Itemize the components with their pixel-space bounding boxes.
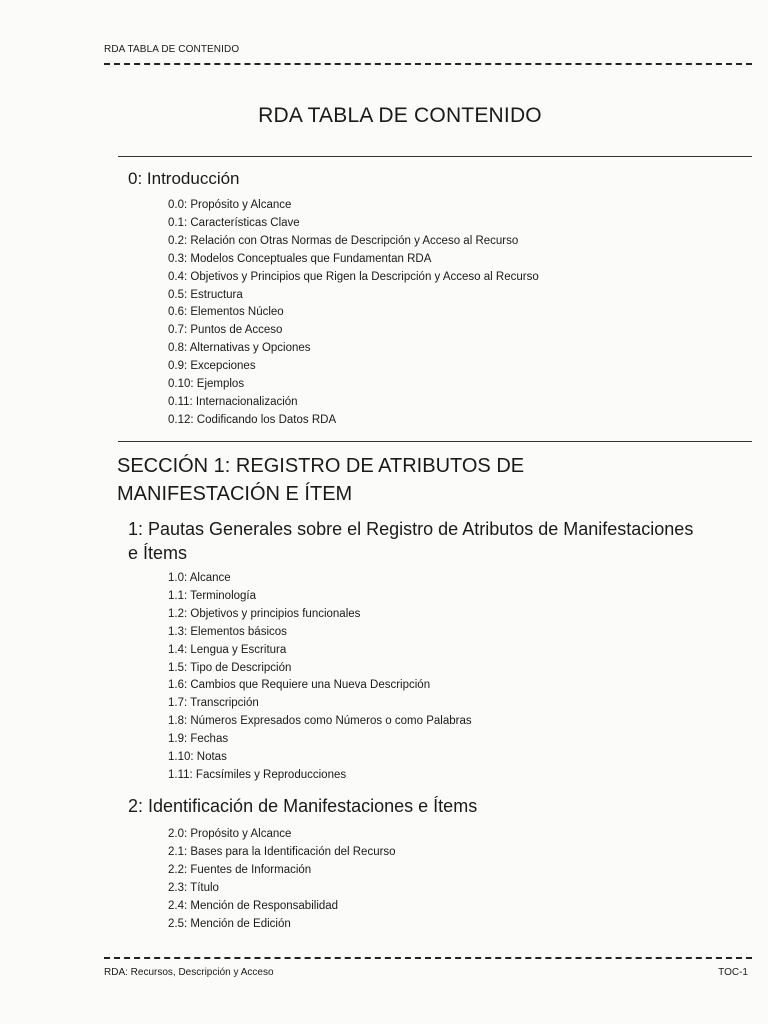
toc-entry: 2.5: Mención de Edición xyxy=(168,917,291,930)
toc-entry: 1.10: Notas xyxy=(168,751,227,764)
toc-entry: 0.9: Excepciones xyxy=(168,360,256,373)
toc-entry: 1.7: Transcripción xyxy=(168,697,259,710)
toc-entry: 1.9: Fechas xyxy=(168,733,229,746)
chapter2-toc-list xyxy=(168,826,396,933)
toc-entry: 0.1: Características Clave xyxy=(168,216,300,229)
toc-entry: 0.5: Estructura xyxy=(168,288,243,301)
toc-entry: 1.4: Lengua y Escritura xyxy=(168,643,287,656)
toc-entry: 0.11: Internacionalización xyxy=(168,395,298,408)
page-number: TOC-1 xyxy=(718,967,748,978)
toc-entry: 0.0: Propósito y Alcance xyxy=(168,199,292,211)
section1-heading-line1: SECCIÓN 1: REGISTRO DE ATRIBUTOS DE xyxy=(117,455,525,477)
section1-top-rule xyxy=(118,441,752,442)
toc-entry: 1.6: Cambios que Requiere una Nueva Descripción xyxy=(168,679,431,692)
intro-heading: 0: Introducción xyxy=(128,169,240,188)
toc-entry: 1.5: Tipo de Descripción xyxy=(168,661,292,674)
toc-entry: 0.10: Ejemplos xyxy=(168,378,245,391)
toc-entry: 1.2: Objetivos y principios funcionales xyxy=(168,607,361,620)
chapter1-heading-line1: 1: Pautas Generales sobre el Registro de Atributos de Manifestaciones xyxy=(128,519,694,539)
toc-entry: 2.0: Propósito y Alcance xyxy=(168,828,292,840)
toc-entry: 1.8: Números Expresados como Números o como Palabras xyxy=(168,715,472,728)
intro-top-rule xyxy=(118,156,752,157)
toc-entry: 0.3: Modelos Conceptuales que Fundamentan RDA xyxy=(168,252,432,265)
chapter1-heading-line2: e Ítems xyxy=(128,543,188,563)
page-title: RDA TABLA DE CONTENIDO xyxy=(258,104,542,127)
running-header: RDA TABLA DE CONTENIDO xyxy=(104,44,240,55)
toc-entry: 0.4: Objetivos y Principios que Rigen la Descripción y Acceso al Recurso xyxy=(168,270,539,283)
intro-toc-list xyxy=(168,197,539,430)
toc-entry: 1.11: Facsímiles y Reproducciones xyxy=(168,768,347,781)
toc-entry: 1.0: Alcance xyxy=(168,572,231,584)
toc-entry: 1.1: Terminología xyxy=(168,589,257,602)
toc-entry: 2.1: Bases para la Identificación del Recurso xyxy=(168,845,396,858)
toc-entry: 0.6: Elementos Núcleo xyxy=(168,306,284,319)
toc-entry: 2.3: Título xyxy=(168,881,219,894)
toc-entry: 0.7: Puntos de Acceso xyxy=(168,324,283,337)
toc-entry: 0.2: Relación con Otras Normas de Descripción y Acceso al Recurso xyxy=(168,234,519,247)
toc-entry: 0.8: Alternativas y Opciones xyxy=(168,342,311,355)
footer-dashed-rule xyxy=(104,957,752,959)
footer-left: RDA: Recursos, Descripción y Acceso xyxy=(104,967,274,978)
toc-entry: 2.2: Fuentes de Información xyxy=(168,863,312,876)
chapter1-heading xyxy=(128,517,728,565)
chapter2-heading: 2: Identificación de Manifestaciones e Ítems xyxy=(128,796,478,816)
toc-entry: 1.3: Elementos básicos xyxy=(168,625,287,638)
toc-entry: 0.12: Codificando los Datos RDA xyxy=(168,413,337,426)
section1-heading-line2: MANIFESTACIÓN E ÍTEM xyxy=(117,483,353,505)
toc-entry: 2.4: Mención de Responsabilidad xyxy=(168,899,339,912)
chapter1-toc-list xyxy=(168,570,472,785)
header-dashed-rule xyxy=(104,63,752,65)
section1-heading xyxy=(117,452,717,508)
